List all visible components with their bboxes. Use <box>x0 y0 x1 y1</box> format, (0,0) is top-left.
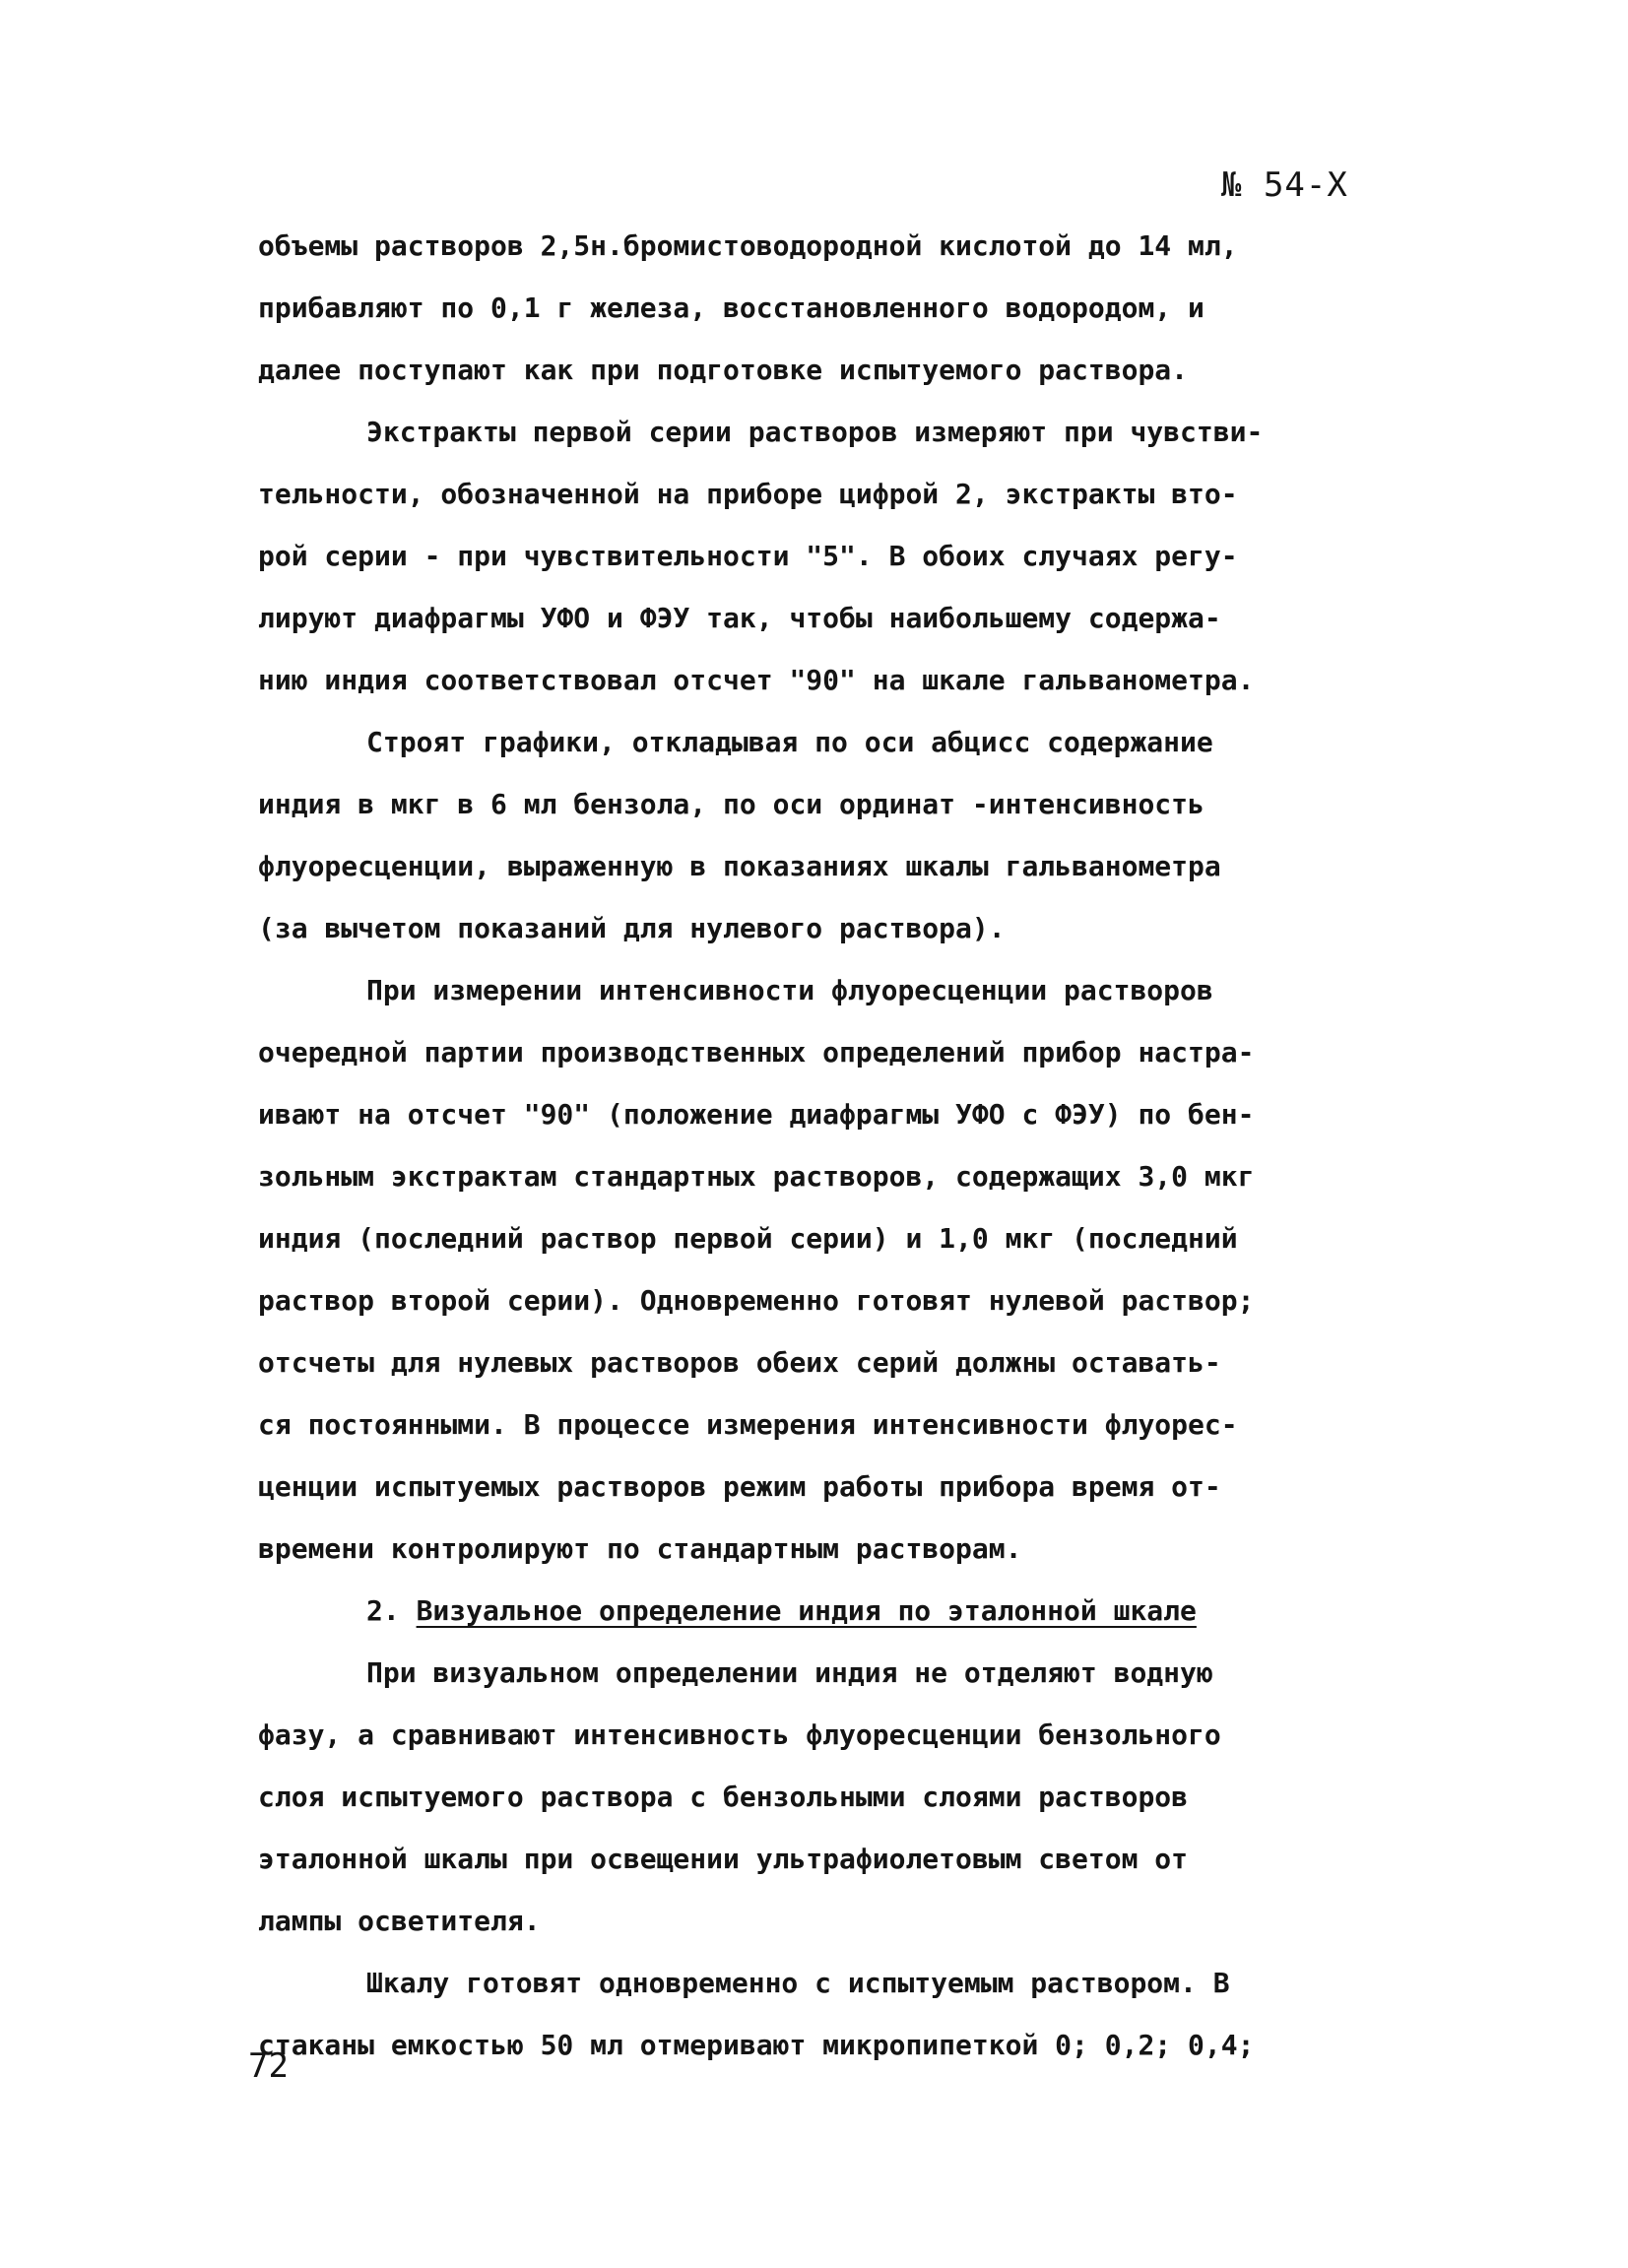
text-line: При визуальном определении индия не отделяют водную <box>366 1656 1213 1689</box>
text-line: Строят графики, откладывая по оси абцисс содержание <box>366 726 1213 758</box>
text-line: рой серии - при чувствительности "5". В обоих случаях регу- <box>258 540 1238 572</box>
text-line: ценции испытуемых растворов режим работы прибора время от- <box>258 1470 1221 1503</box>
text-line: слоя испытуемого раствора с бензольными слоями растворов <box>258 1781 1189 1813</box>
text-line: объемы растворов 2,5н.бромистоводородной кислотой до 14 мл, <box>258 229 1238 262</box>
text-line: При измерении интенсивности флуоресценции растворов <box>366 974 1213 1006</box>
text-line: Экстракты первой серии растворов измеряют при чувстви- <box>366 416 1264 448</box>
text-line: нию индия соответствовал отсчет "90" на шкале гальванометра. <box>258 664 1255 696</box>
text-line: индия в мкг в 6 мл бензола, по оси ординат -интенсивность <box>258 788 1205 820</box>
text-line: тельности, обозначенной на приборе цифрой 2, экстракты вто- <box>258 478 1238 510</box>
text-line: далее поступают как при подготовке испытуемого раствора. <box>258 354 1189 386</box>
text-line: зольным экстрактам стандартных растворов, содержащих 3,0 мкг <box>258 1160 1255 1193</box>
section-heading <box>258 1580 1391 1642</box>
page-number: 72 <box>248 2046 289 2086</box>
section-number: 2. <box>366 1594 400 1627</box>
body-text <box>258 215 1391 2076</box>
text-line: стаканы емкостью 50 мл отмеривают микропипеткой 0; 0,2; 0,4; <box>258 2029 1255 2061</box>
text-line: прибавляют по 0,1 г железа, восстановленного водородом, и <box>258 292 1205 324</box>
text-line: ся постоянными. В процессе измерения интенсивности флуорес- <box>258 1408 1238 1441</box>
text-line: лируют диафрагмы УФО и ФЭУ так, чтобы наибольшему содержа- <box>258 602 1221 634</box>
text-line: (за вычетом показаний для нулевого раствора). <box>258 912 1006 944</box>
text-line: очередной партии производственных определений прибор настра- <box>258 1036 1255 1069</box>
section-title: Визуальное определение индия по эталонной шкале <box>416 1594 1197 1627</box>
text-line: индия (последний раствор первой серии) и 1,0 мкг (последний <box>258 1222 1238 1255</box>
text-line: флуоресценции, выраженную в показаниях шкалы гальванометра <box>258 850 1221 882</box>
text-line: фазу, а сравнивают интенсивность флуоресценции бензольного <box>258 1718 1221 1751</box>
text-line: отсчеты для нулевых растворов обеих серий должны оставать- <box>258 1346 1221 1379</box>
text-line: эталонной шкалы при освещении ультрафиолетовым светом от <box>258 1843 1189 1875</box>
document-code: № 54-Х <box>1221 165 1348 205</box>
text-line: времени контролируют по стандартным растворам. <box>258 1532 1022 1565</box>
text-line: ивают на отсчет "90" (положение диафрагмы УФО с ФЭУ) по бен- <box>258 1098 1255 1131</box>
text-line: лампы осветителя. <box>258 1905 541 1937</box>
text-line: Шкалу готовят одновременно с испытуемым раствором. В <box>366 1967 1230 1999</box>
text-line: раствор второй серии). Одновременно готовят нулевой раствор; <box>258 1284 1255 1317</box>
